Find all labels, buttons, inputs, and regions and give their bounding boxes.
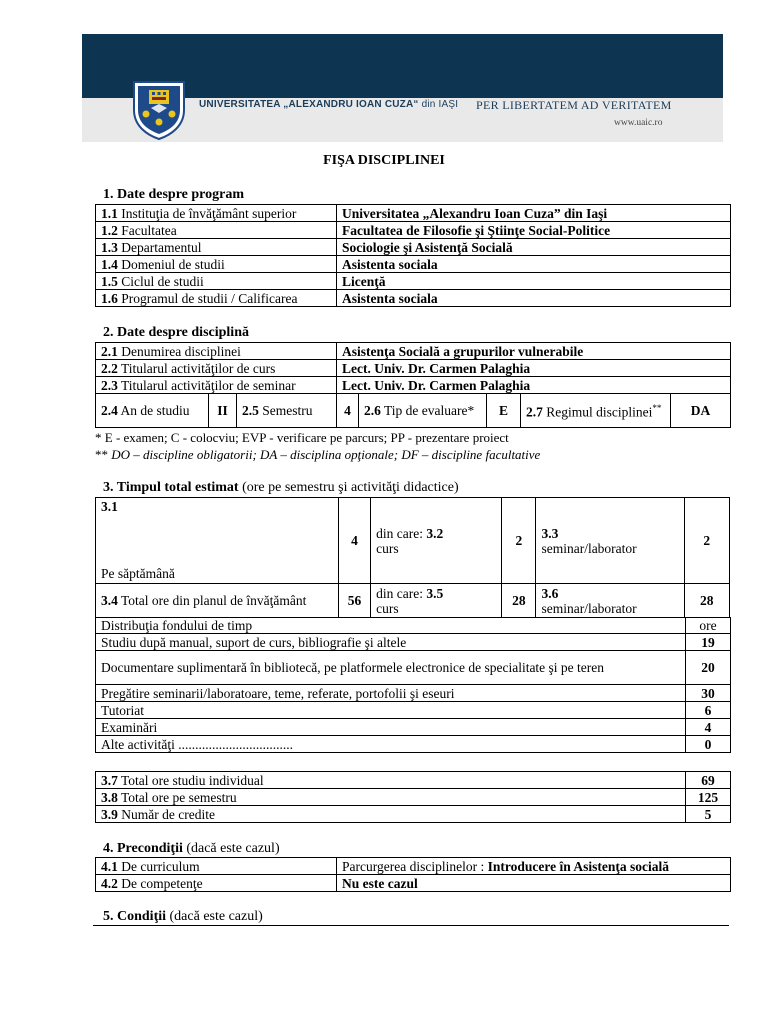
evaluation-note: * E - examen; C - colocviu; EVP - verificare pe parcurs; PP - prezentare proiect	[95, 430, 509, 445]
program-row: 1.5 Ciclul de studii Licenţă	[96, 273, 731, 290]
program-row: 1.1 Instituţia de învăţământ superior Universitatea „Alexandru Ioan Cuza” din Iaşi	[96, 205, 731, 222]
time-row-week: 3.1 Pe săptămână 4 din care: 3.2 curs 2 3.3 seminar/laborator 2	[96, 498, 730, 584]
university-crest-icon	[131, 80, 187, 140]
distribution-row: Examinări 4	[96, 719, 731, 736]
distribution-row: Pregătire seminarii/laboratoare, teme, referate, portofolii şi eseuri 30	[96, 685, 731, 702]
section-4-heading: 4. Precondiţii (dacă este cazul)	[103, 841, 280, 856]
regime-note: ** DO – discipline obligatorii; DA – disciplina opţionale; DF – discipline facultative	[95, 447, 541, 462]
program-table	[95, 204, 731, 307]
discipline-table	[95, 342, 731, 394]
precondition-row: 4.2 De competenţe Nu este cazul	[96, 875, 731, 892]
totals-row: 3.9 Număr de credite 5	[96, 806, 731, 823]
discipline-details-table	[95, 393, 731, 428]
section-3-heading: 3. Timpul total estimat (ore pe semestru şi activităţi didactice)	[103, 480, 459, 495]
section-2-heading: 2. Date despre disciplină	[103, 325, 249, 340]
program-row: 1.4 Domeniul de studii Asistenta sociala	[96, 256, 731, 273]
program-row: 1.2 Facultatea Facultatea de Filosofie şi Ştiinţe Social-Politice	[96, 222, 731, 239]
distribution-row: Studiu după manual, suport de curs, bibliografie şi altele 19	[96, 634, 731, 651]
section-5-rule	[93, 925, 729, 926]
preconditions-table	[95, 857, 731, 892]
time-row-plan: 3.4 Total ore din planul de învăţământ 56 din care: 3.5 curs 28 3.6 seminar/laborator 28	[96, 584, 730, 618]
distribution-row: Tutoriat 6	[96, 702, 731, 719]
totals-table	[95, 771, 731, 823]
university-name: UNIVERSITATEA „ALEXANDRU IOAN CUZA“ din IAŞI	[199, 99, 459, 110]
program-row: 1.3 Departamentul Sociologie şi Asistenţă Socială	[96, 239, 731, 256]
university-website: www.uaic.ro	[614, 118, 663, 128]
time-distribution-table	[95, 617, 731, 753]
distribution-row: Documentare suplimentară în bibliotecă, pe platformele electronice de specialitate şi pe teren 20	[96, 651, 731, 685]
distribution-header-row: Distribuţia fondului de timp ore	[96, 618, 731, 634]
section-1-heading: 1. Date despre program	[103, 187, 245, 202]
precondition-row: 4.1 De curriculum Parcurgerea disciplinelor : Introducere în Asistenţa socială	[96, 858, 731, 875]
totals-row: 3.7 Total ore studiu individual 69	[96, 772, 731, 789]
section-5-heading: 5. Condiţii (dacă este cazul)	[103, 909, 263, 924]
discipline-row: 2.3 Titularul activităţilor de seminar Lect. Univ. Dr. Carmen Palaghia	[96, 377, 731, 394]
discipline-row: 2.2 Titularul activităţilor de curs Lect. Univ. Dr. Carmen Palaghia	[96, 360, 731, 377]
document-title: FIŞA DISCIPLINEI	[323, 153, 445, 168]
time-table	[95, 497, 730, 618]
program-row: 1.6 Programul de studii / Calificarea Asistenta sociala	[96, 290, 731, 307]
discipline-details-row: 2.4 An de studiu II 2.5 Semestru 4 2.6 Tip de evaluare* E 2.7 Regimul disciplinei** DA	[96, 394, 731, 428]
university-motto: PER LIBERTATEM AD VERITATEM	[476, 98, 672, 112]
discipline-row: 2.1 Denumirea disciplinei Asistenţa Socială a grupurilor vulnerabile	[96, 343, 731, 360]
totals-row: 3.8 Total ore pe semestru 125	[96, 789, 731, 806]
distribution-row: Alte activităţi .................................. 0	[96, 736, 731, 753]
